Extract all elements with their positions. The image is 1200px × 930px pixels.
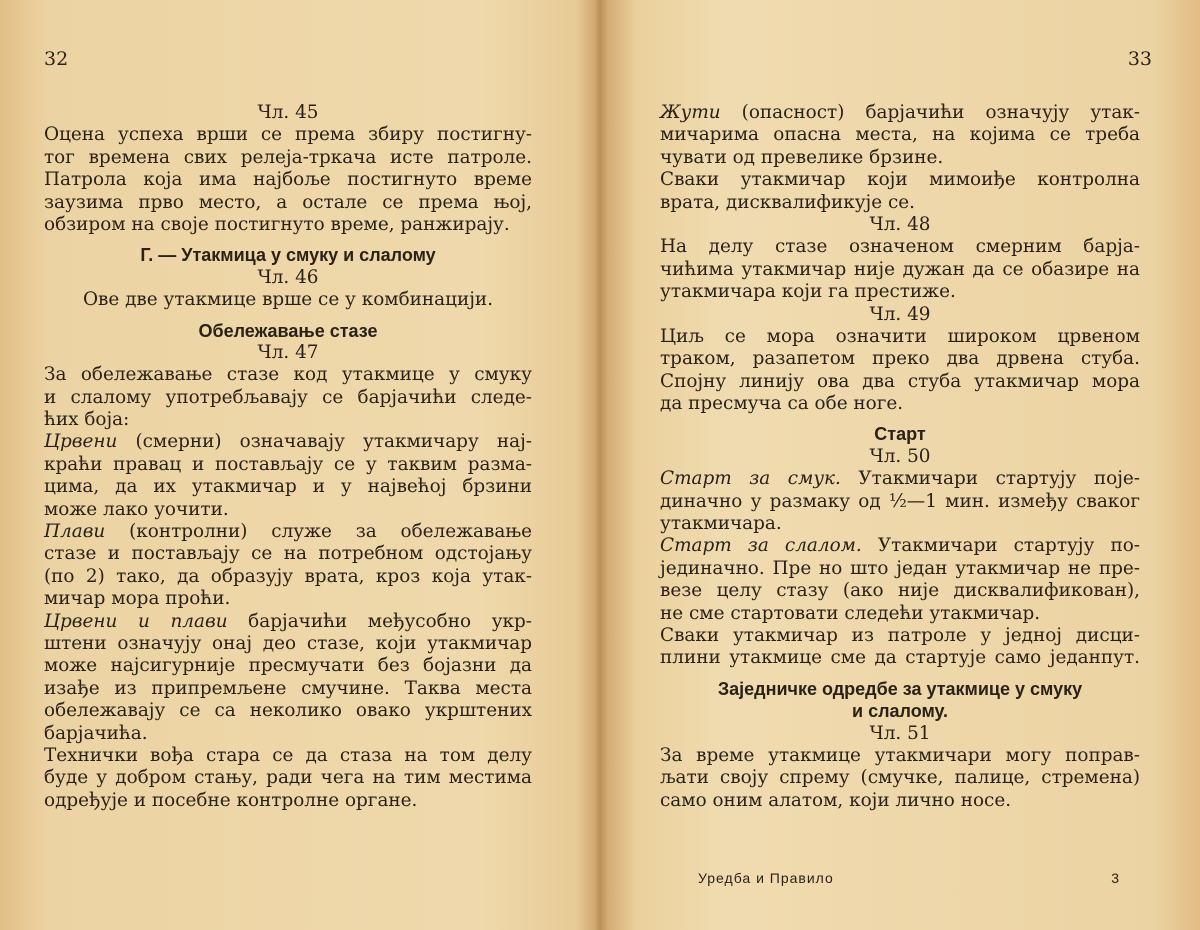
line-text: не сме стартовати следећи утакмичар. [660, 602, 1041, 624]
line-text: Чл. 45 [257, 102, 319, 123]
text-line [44, 454, 532, 476]
line-text: динaчно у размаку од ½—1 мин. између сваког [660, 490, 1140, 512]
line-text: Сваки утакмичар који мимоиђе контролна [660, 169, 1140, 191]
line-text: мичар мора проћи. [44, 588, 231, 610]
page-text [660, 102, 1140, 812]
text-line [660, 625, 1140, 647]
text-line [44, 745, 532, 767]
text-line [44, 790, 532, 812]
line-text: (контролни) служе за обележавање [105, 521, 532, 543]
text-line [44, 169, 532, 191]
line-text: Заједничке одредбе за утакмице у смуку [717, 678, 1083, 699]
line-text: изађе из припремљене смучине. Таква места [44, 677, 532, 699]
line-text: Чл. 49 [869, 303, 931, 325]
text-line [660, 446, 1140, 468]
text-line [44, 588, 532, 610]
text-line [660, 723, 1140, 745]
line-text: стазе и постављају се на потребном одстојању [44, 543, 532, 565]
text-line [660, 169, 1140, 191]
text-line [44, 409, 532, 431]
text-line [44, 723, 532, 745]
text-line [660, 259, 1140, 281]
line-text: плини утакмице сме да стартује само једанпут. [660, 647, 1140, 669]
line-text: ћих боја: [44, 409, 130, 431]
section-heading [44, 320, 532, 342]
text-line [44, 767, 532, 789]
line-text: Оцена успеха врши се према збиру постигну- [44, 124, 532, 146]
page-text [44, 102, 532, 812]
italic-term: Старт за слалом. [660, 535, 862, 557]
section-heading [660, 423, 1140, 445]
text-line [44, 700, 532, 722]
line-text: На делу стазе означеном смерним барја- [660, 236, 1140, 258]
line-text: Г. — Утакмица у смуку и слалому [140, 245, 436, 266]
line-text: тог времена свих релеја-тркача исте патроле. [44, 146, 532, 168]
text-line [44, 387, 532, 409]
text-line [44, 289, 532, 311]
section-heading [660, 700, 1140, 722]
line-text: буде у добром стању, ради чега на тим местима [44, 767, 532, 789]
line-text: Чл. 48 [869, 213, 931, 235]
text-line [660, 558, 1140, 580]
line-text: може лако уочити. [44, 498, 229, 520]
line-text: обзиром на своје постигнуто време, ранжирају. [44, 213, 510, 235]
text-line [44, 431, 532, 453]
text-line [660, 236, 1140, 258]
text-line [660, 304, 1140, 326]
line-text: (смерни) означавају утакмичару нај- [117, 431, 532, 453]
footer-title: Уредба и Правило [698, 870, 834, 886]
text-line [44, 364, 532, 386]
line-text: и слалому употребљавају се барјачићи следе- [44, 386, 532, 408]
text-line [660, 192, 1140, 214]
text-line [660, 393, 1140, 415]
text-line [660, 468, 1140, 490]
line-text: везе целу стазу (ако није дисквалификован), [660, 580, 1140, 602]
text-line [44, 633, 532, 655]
italic-term: Жути [660, 102, 721, 123]
text-line [44, 267, 532, 289]
line-text: цима, да их утакмичар и у највећој брзини [44, 476, 532, 498]
line-text: Чл. 46 [257, 266, 319, 288]
text-line [660, 147, 1140, 169]
text-line [44, 499, 532, 521]
right-page [600, 0, 1200, 930]
text-line [660, 371, 1140, 393]
line-text: траком, разапетом преко два дрвена стуба. [660, 348, 1140, 370]
line-text: Чл. 47 [257, 341, 319, 363]
text-line [44, 655, 532, 677]
italic-term: Црвени и плави [44, 610, 228, 632]
text-line [44, 342, 532, 364]
text-line [660, 281, 1140, 303]
line-text: само оним алатом, који лично носе. [660, 789, 1012, 811]
text-line [660, 326, 1140, 348]
text-line [660, 348, 1140, 370]
line-text: Технички вођа стара се да стаза на том делу [44, 744, 532, 766]
spacer [44, 236, 532, 244]
line-text: мичарима опасна места, на којима се треба [660, 124, 1140, 146]
italic-term: Плави [44, 521, 106, 543]
line-text: утакмичара. [660, 513, 782, 535]
text-line [44, 566, 532, 588]
text-line [660, 790, 1140, 812]
line-text: (по 2) тако, да образују врата, кроз која утак- [44, 565, 532, 587]
text-line [44, 124, 532, 146]
line-text: Утакмичари стартују по- [861, 535, 1140, 557]
page-number: 33 [1127, 48, 1152, 70]
line-text: Спојну линију ова два стуба утакмичар мора [660, 370, 1140, 392]
line-text: барјачићи међусобно укр- [227, 610, 532, 632]
page-number: 32 [44, 48, 69, 70]
line-text: За време утакмице утакмичари могу поправ- [660, 744, 1140, 766]
text-line [660, 491, 1140, 513]
text-line [44, 476, 532, 498]
signature-mark: 3 [1111, 870, 1120, 886]
text-line [660, 214, 1140, 236]
line-text: обележавају се са неколико овако укрштених [44, 700, 532, 722]
line-text: Циљ се мора означити широком црвеном [660, 325, 1140, 347]
text-line [660, 603, 1140, 625]
line-text: чићима утакмичар није дужан да се обазире на [660, 258, 1140, 280]
text-line [660, 102, 1140, 124]
line-text: Старт [874, 424, 926, 445]
text-line [660, 535, 1140, 557]
text-line [44, 543, 532, 565]
spacer [660, 415, 1140, 423]
text-line [660, 513, 1140, 535]
spacer [44, 312, 532, 320]
line-text: Обележавање стазе [198, 320, 378, 341]
line-text: чувати од превелике брзине. [660, 146, 944, 168]
text-line [660, 647, 1140, 669]
line-text: и слалому. [852, 701, 948, 722]
line-text: Ове две утакмице врше се у комбинацији. [82, 289, 494, 311]
line-text: Утакмичари стартују поје- [840, 468, 1140, 490]
line-text: За обележавање стазе код утакмице у смуку [44, 364, 532, 386]
line-text: може најсигурније пресмучати без бојазни да [44, 655, 532, 677]
section-heading [660, 678, 1140, 700]
spacer [660, 670, 1140, 678]
text-line [44, 102, 532, 124]
text-line [44, 521, 532, 543]
text-line [44, 611, 532, 633]
italic-term: Старт за смук. [660, 468, 841, 490]
line-text: краћи правац и постављају се у таквим размa- [44, 453, 532, 475]
section-heading [44, 244, 532, 266]
line-text: врата, дисквалификује се. [660, 191, 915, 213]
text-line [44, 214, 532, 236]
line-text: (опасност) барјачићи означују утак- [720, 102, 1140, 123]
italic-term: Црвени [44, 431, 118, 453]
line-text: Чл. 50 [869, 445, 931, 467]
text-line [660, 745, 1140, 767]
text-line [44, 147, 532, 169]
text-line [660, 580, 1140, 602]
line-text: јединачно. Пре но што један утакмичар не пре- [660, 557, 1140, 579]
text-line [44, 678, 532, 700]
text-line [660, 124, 1140, 146]
line-text: барјачића. [44, 722, 148, 744]
text-line [44, 192, 532, 214]
line-text: Патрола која има најбоље постигнуто време [44, 169, 532, 191]
line-text: Сваки утакмичар из патроле у једној дисци- [660, 624, 1140, 646]
line-text: да пресмуча са обе ноге. [660, 393, 904, 415]
line-text: одређује и посебне контролне органе. [44, 789, 418, 811]
line-text: Чл. 51 [869, 722, 931, 744]
line-text: љати своју спрему (смучке, палице, стремена) [660, 767, 1140, 789]
line-text: утакмичара који га престиже. [660, 281, 956, 303]
text-line [660, 767, 1140, 789]
line-text: заузима прво место, а остале се према њој, [44, 191, 532, 213]
line-text: штени означују онај део стазе, који утакмичар [44, 632, 532, 654]
